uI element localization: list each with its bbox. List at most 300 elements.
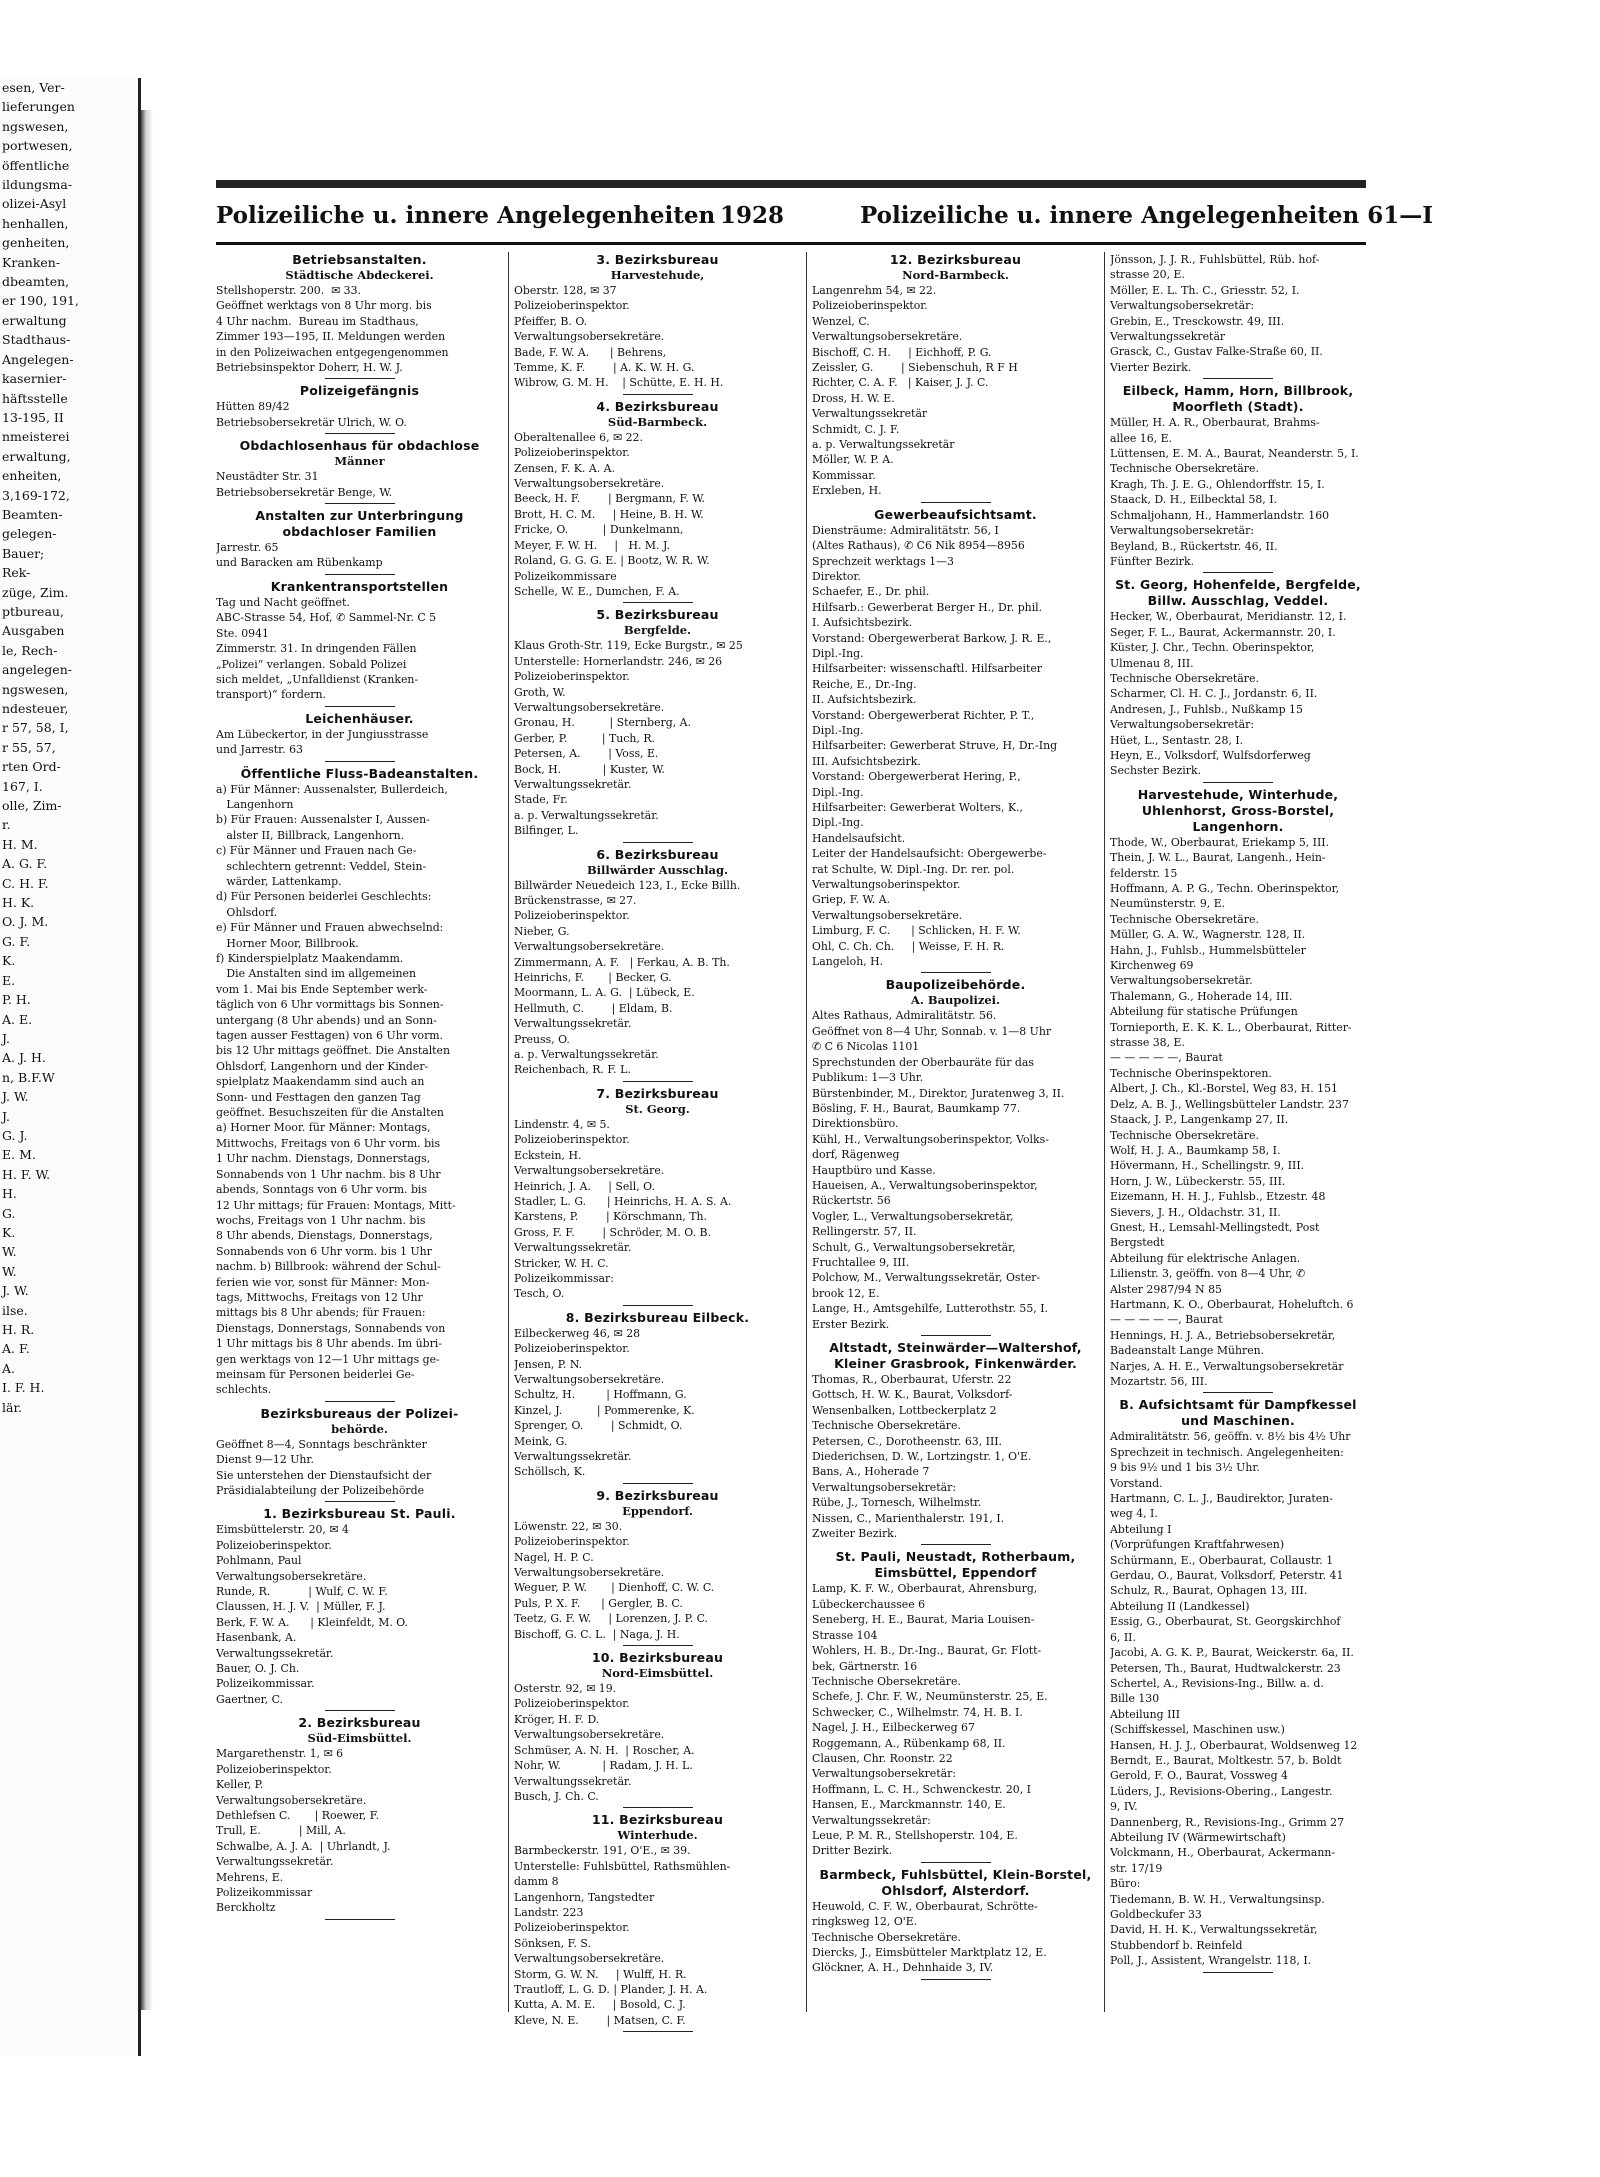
section-divider bbox=[1203, 378, 1273, 379]
directory-line: Schmaljohann, H., Hammerlandstr. 160 bbox=[1110, 508, 1330, 522]
directory-section bbox=[216, 438, 503, 504]
directory-line: Verwaltungsobersekretäre. bbox=[216, 1793, 367, 1807]
directory-line: Ohlsdorf. bbox=[216, 905, 278, 919]
directory-line: Verwaltungssekretär. bbox=[216, 1855, 334, 1869]
directory-line: ✆ C 6 Nicolas 1101 bbox=[812, 1040, 920, 1054]
directory-line: Hauptbüro und Kasse. bbox=[812, 1163, 936, 1177]
directory-line: Hecker, W., Oberbaurat, Meridianstr. 12, I. bbox=[1110, 610, 1347, 624]
directory-line: Vorstand: Obergewerberat Barkow, J. R. E., bbox=[812, 631, 1052, 645]
directory-line: f) Kinderspielplatz Maakendamm. bbox=[216, 952, 404, 965]
directory-line: Hartmann, C. L. J., Baudirektor, Juraten- bbox=[1110, 1492, 1333, 1506]
directory-line: Müller, H. A. R., Oberbaurat, Brahms- bbox=[1110, 416, 1320, 430]
directory-line: Verwaltungssekretär: bbox=[812, 1813, 931, 1827]
directory-line: Kirchenweg 69 bbox=[1110, 959, 1194, 973]
directory-line: Andresen, J., Fuhlsb., Nußkamp 15 bbox=[1110, 702, 1303, 716]
directory-line: Zweiter Bezirk. bbox=[812, 1527, 898, 1541]
prev-page-fragment: 167, I. bbox=[2, 778, 43, 794]
directory-line: Ohl, C. Ch. Ch. | Weisse, F. H. R. bbox=[812, 939, 1005, 953]
directory-line: Bergstedt bbox=[1110, 1236, 1165, 1250]
prev-page-fragment: O. J. M. bbox=[2, 914, 49, 930]
directory-line: a. p. Verwaltungssekretär. bbox=[514, 1048, 659, 1062]
header-left-title: Polizeiliche u. innere Angelegenheiten bbox=[216, 202, 716, 229]
section-title: 6. Bezirksbureau bbox=[596, 846, 719, 862]
directory-line: Dipl.-Ing. bbox=[812, 785, 864, 799]
directory-line: Bock, H. | Kuster, W. bbox=[514, 762, 665, 776]
directory-line: Polchow, M., Verwaltungssekretär, Oster- bbox=[812, 1271, 1041, 1285]
directory-line: Verwaltungsobersekretäre. bbox=[514, 1952, 665, 1966]
directory-line: Staack, D. H., Eilbecktal 58, I. bbox=[1110, 493, 1277, 507]
directory-line: Zimmer 193—195, II. Meldungen werden bbox=[216, 330, 446, 344]
section-divider bbox=[1203, 572, 1273, 573]
directory-line: II. Aufsichtsbezirk. bbox=[812, 693, 917, 707]
directory-line: „Polizei“ verlangen. Sobald Polizei bbox=[216, 657, 407, 671]
directory-line: Kröger, H. F. D. bbox=[514, 1712, 600, 1726]
directory-line: Schaefer, E., Dr. phil. bbox=[812, 585, 930, 599]
header-right-title: Polizeiliche u. innere Angelegenheiten 61—I bbox=[860, 202, 1434, 229]
directory-line: Verwaltungsobersekretäre. bbox=[812, 908, 963, 922]
directory-line: Nissen, C., Marienthalerstr. 191, I. bbox=[812, 1511, 1005, 1525]
directory-line: Schefe, J. Chr. F. W., Neumünsterstr. 25, E. bbox=[812, 1690, 1048, 1704]
previous-page-edge bbox=[0, 78, 141, 2056]
section-title: Altstadt, Steinwärder—Waltershof, Kleiner Grasbrook, Finkenwärder. bbox=[829, 1340, 1082, 1371]
section-title: Barmbeck, Fuhlsbüttel, Klein-Borstel, Ohlsdorf, Alsterdorf. bbox=[819, 1866, 1092, 1898]
directory-line: damm 8 bbox=[514, 1875, 559, 1889]
prev-page-fragment: H. M. bbox=[2, 836, 38, 852]
directory-line: Dienst 9—12 Uhr. bbox=[216, 1453, 314, 1467]
directory-line: untergang (8 Uhr abends) und an Sonn- bbox=[216, 1013, 437, 1027]
directory-line: Verwaltungsobersekretäre. bbox=[514, 700, 665, 714]
directory-line: Küster, J. Chr., Techn. Oberinspektor, bbox=[1110, 641, 1315, 655]
directory-line: Clausen, Chr. Roonstr. 22 bbox=[812, 1751, 953, 1765]
directory-line: Polizeioberinspektor. bbox=[514, 1342, 630, 1356]
section-divider bbox=[921, 1335, 991, 1336]
directory-line: Volckmann, H., Oberbaurat, Ackermann- bbox=[1110, 1846, 1336, 1860]
directory-line: Hoffmann, A. P. G., Techn. Oberinspektor, bbox=[1110, 882, 1340, 895]
directory-line: Gottsch, H. W. K., Baurat, Volksdorf- bbox=[812, 1388, 1013, 1402]
directory-line: (Schiffskessel, Maschinen usw.) bbox=[1110, 1723, 1285, 1737]
prev-page-fragment: E. M. bbox=[2, 1147, 36, 1163]
section-divider bbox=[623, 842, 693, 843]
prev-page-fragment: ngswesen, bbox=[2, 118, 69, 134]
directory-line: Wohlers, H. B., Dr.-Ing., Baurat, Gr. Flott- bbox=[812, 1644, 1042, 1658]
directory-line: Verwaltungsobersekretäre. bbox=[514, 1372, 665, 1386]
directory-line: Dienstags, Donnerstags, Sonnabends von bbox=[216, 1321, 446, 1335]
directory-line: a. p. Verwaltungssekretär. bbox=[514, 808, 659, 822]
directory-line: strasse 20, E. bbox=[1110, 268, 1185, 282]
prev-page-fragment: Rek- bbox=[2, 565, 31, 581]
section-subtitle: Billwärder Ausschlag. bbox=[586, 862, 729, 877]
directory-line: Hellmuth, C. | Eldam, B. bbox=[514, 1001, 673, 1015]
directory-line: Preuss, O. bbox=[514, 1032, 570, 1046]
section-divider bbox=[325, 1401, 395, 1402]
prev-page-fragment: olizei-Asyl bbox=[2, 196, 67, 212]
directory-line: Eckstein, H. bbox=[514, 1148, 582, 1162]
directory-line: sich meldet, „Unfalldienst (Kranken- bbox=[216, 672, 419, 686]
directory-line: Sprechstunden der Oberbauräte für das bbox=[812, 1055, 1034, 1069]
directory-line: ringksweg 12, O'E. bbox=[812, 1915, 918, 1929]
directory-line: Horner Moor, Billbrook. bbox=[216, 936, 359, 950]
section-divider bbox=[325, 503, 395, 504]
directory-line: Polizeikommissar bbox=[216, 1885, 313, 1899]
section-subtitle: Bergfelde. bbox=[623, 623, 692, 638]
directory-line: Essig, G., Oberbaurat, St. Georgskirchhof bbox=[1110, 1615, 1341, 1629]
directory-line: Sonnabends von 6 Uhr vorm. bis 1 Uhr bbox=[216, 1244, 432, 1258]
directory-line: Schmüser, A. N. H. | Roscher, A. bbox=[514, 1743, 695, 1757]
directory-line: Bischoff, C. H. | Eichhoff, P. G. bbox=[812, 345, 992, 359]
directory-line: Wibrow, G. M. H. | Schütte, E. H. H. bbox=[514, 376, 724, 390]
directory-line: 9 bis 9½ und 1 bis 3½ Uhr. bbox=[1110, 1461, 1260, 1475]
directory-line: Hasenbank, A. bbox=[216, 1631, 297, 1645]
section-title: Leichenhäuser. bbox=[305, 710, 414, 726]
directory-line: Hennings, H. J. A., Betriebsobersekretär, bbox=[1110, 1328, 1336, 1342]
directory-line: Publikum: 1—3 Uhr. bbox=[812, 1071, 924, 1085]
section-title: Harvestehude, Winterhude, Uhlenhorst, Gross-Borstel, Langenhorn. bbox=[1137, 786, 1339, 834]
section-divider bbox=[1203, 1392, 1273, 1393]
directory-line: Horn, J. W., Lübeckerstr. 55, III. bbox=[1110, 1174, 1286, 1188]
directory-line: Seneberg, H. E., Baurat, Maria Louisen- bbox=[812, 1613, 1035, 1627]
prev-page-fragment: rten Ord- bbox=[2, 759, 61, 775]
directory-line: Diensträume: Admiralitätstr. 56, I bbox=[812, 523, 999, 537]
directory-line: Verwaltungssekretär. bbox=[514, 777, 632, 791]
page-year: 1928 bbox=[720, 202, 785, 229]
directory-line: Leiter der Handelsaufsicht: Obergewerbe- bbox=[812, 847, 1047, 861]
directory-section bbox=[812, 1549, 1099, 1862]
prev-page-fragment: lieferungen bbox=[2, 99, 75, 115]
column-1 bbox=[216, 252, 503, 2042]
directory-section bbox=[812, 252, 1099, 503]
prev-page-fragment: H. R. bbox=[2, 1322, 35, 1337]
directory-line: Verwaltungssekretär. bbox=[514, 1774, 632, 1788]
directory-line: Albert, J. Ch., Kl.-Borstel, Weg 83, H. 151 bbox=[1110, 1082, 1338, 1096]
directory-line: Bauer, O. J. Ch. bbox=[216, 1662, 300, 1676]
directory-line: Direktor. bbox=[812, 569, 861, 583]
section-divider bbox=[921, 972, 991, 973]
directory-line: Gerdau, O., Baurat, Volksdorf, Peterstr. 41 bbox=[1110, 1569, 1344, 1583]
directory-line: Technische Obersekretäre. bbox=[1110, 462, 1259, 476]
directory-line: Karstens, P. | Körschmann, Th. bbox=[514, 1210, 707, 1224]
directory-line: I. Aufsichtsbezirk. bbox=[812, 616, 913, 630]
directory-line: Pfeiffer, B. O. bbox=[514, 314, 588, 328]
section-divider bbox=[325, 1919, 395, 1920]
section-title: Anstalten zur Unterbringung obdachloser Familien bbox=[255, 508, 464, 540]
directory-line: allee 16, E. bbox=[1110, 431, 1173, 445]
directory-line: Bösling, F. H., Baurat, Baumkamp 77. bbox=[812, 1101, 1021, 1115]
directory-line: Gronau, H. | Sternberg, A. bbox=[514, 716, 691, 730]
directory-line: Verwaltungsobersekretär: bbox=[1110, 299, 1254, 313]
directory-line: Berndt, E., Baurat, Moltkestr. 57, b. Boldt bbox=[1110, 1753, 1342, 1767]
prev-page-fragment: ndesteuer, bbox=[2, 701, 69, 716]
directory-line: Hansen, E., Marckmannstr. 140, E. bbox=[812, 1798, 1006, 1812]
directory-line: Hilfsarb.: Gewerberat Berger H., Dr. phil. bbox=[812, 600, 1043, 614]
directory-line: Handelsaufsicht. bbox=[812, 831, 906, 845]
prev-page-fragment: angelegen- bbox=[2, 662, 72, 678]
prev-page-fragment: olle, Zim- bbox=[2, 798, 62, 814]
directory-line: Gaertner, C. bbox=[216, 1692, 284, 1706]
directory-line: Verwaltungsobersekretäre. bbox=[514, 330, 665, 344]
directory-line: e) Für Männer und Frauen abwechselnd: bbox=[216, 921, 444, 935]
directory-line: Fruchtallee 9, III. bbox=[812, 1255, 910, 1269]
directory-line: (Altes Rathaus), ✆ C6 Nik 8954—8956 bbox=[812, 539, 1025, 553]
prev-page-fragment: ngswesen, bbox=[2, 681, 69, 697]
directory-line: 9, IV. bbox=[1110, 1800, 1138, 1814]
section-divider bbox=[921, 1544, 991, 1545]
directory-line: Bürstenbinder, M., Direktor, Juratenweg 3, II. bbox=[812, 1086, 1065, 1100]
directory-line: Verwaltungsobersekretär: bbox=[812, 1480, 956, 1494]
directory-line: Haueisen, A., Verwaltungsoberinspektor, bbox=[812, 1178, 1038, 1192]
directory-line: geöffnet. Besuchszeiten für die Anstalten bbox=[216, 1106, 444, 1120]
section-subtitle: Städtische Abdeckerei. bbox=[285, 268, 434, 282]
directory-line: Heyn, E., Volksdorf, Wulfsdorferweg bbox=[1110, 748, 1311, 762]
directory-line: Schertel, A., Revisions-Ing., Billw. a. d. bbox=[1110, 1676, 1324, 1690]
directory-line: Seger, F. L., Baurat, Ackermannstr. 20, I. bbox=[1110, 625, 1336, 639]
section-title: 3. Bezirksbureau bbox=[596, 252, 719, 267]
directory-line: Landstr. 223 bbox=[514, 1905, 584, 1919]
directory-line: Brott, H. C. M. | Heine, B. H. W. bbox=[514, 507, 704, 521]
directory-line: Sievers, J. H., Oldachstr. 31, II. bbox=[1110, 1205, 1281, 1219]
directory-line: 1 Uhr mittags bis 8 Uhr abends. Im übri- bbox=[216, 1337, 442, 1351]
prev-page-fragment: öffentliche bbox=[2, 157, 70, 173]
section-subtitle: Eppendorf. bbox=[622, 1503, 693, 1518]
directory-line: Kommissar. bbox=[812, 468, 876, 482]
directory-line: Schulz, R., Baurat, Ophagen 13, III. bbox=[1110, 1584, 1308, 1598]
directory-line: Müller, G. A. W., Wagnerstr. 128, II. bbox=[1110, 928, 1306, 942]
directory-line: Glöckner, A. H., Dehnhaide 3, IV. bbox=[812, 1961, 994, 1975]
header-rule bbox=[216, 180, 1366, 188]
directory-line: Technische Obersekretäre. bbox=[1110, 671, 1259, 685]
directory-line: Meink, G. bbox=[514, 1434, 568, 1448]
directory-line: — — — — —, Baurat bbox=[1110, 1051, 1223, 1065]
section-divider bbox=[623, 1807, 693, 1808]
directory-line: Abteilung II (Landkessel) bbox=[1110, 1599, 1250, 1613]
directory-line: Verwaltungsobersekretär: bbox=[1110, 718, 1254, 732]
directory-line: Dannenberg, R., Revisions-Ing., Grimm 27 bbox=[1110, 1815, 1345, 1829]
directory-line: Storm, G. W. N. | Wulff, H. R. bbox=[514, 1967, 687, 1981]
directory-line: Ulmenau 8, III. bbox=[1110, 656, 1194, 670]
section-subtitle: Harvestehude, bbox=[610, 268, 705, 282]
directory-section bbox=[216, 383, 503, 434]
prev-page-fragment: I. F. H. bbox=[2, 1380, 45, 1396]
directory-line: Kühl, H., Verwaltungsoberinspektor, Volks- bbox=[812, 1132, 1049, 1146]
section-divider bbox=[623, 1483, 693, 1484]
directory-line: Kragh, Th. J. E. G., Ohlendorffstr. 15, I. bbox=[1110, 477, 1325, 491]
prev-page-fragment: J. W. bbox=[2, 1283, 29, 1299]
directory-line: Eizemann, H. H. J., Fuhlsb., Etzestr. 48 bbox=[1110, 1190, 1326, 1204]
directory-line: Osterstr. 92, ✉ 19. bbox=[514, 1682, 617, 1696]
directory-line: felderstr. 15 bbox=[1110, 866, 1178, 880]
directory-line: Vorstand: Obergewerberat Richter, P. T., bbox=[812, 708, 1035, 722]
directory-line: Polizeioberinspektor. bbox=[514, 299, 630, 313]
directory-line: Alster 2987/94 N 85 bbox=[1110, 1282, 1222, 1296]
directory-line: Admiralitätstr. 56, geöffn. v. 8½ bis 4½ Uhr bbox=[1110, 1430, 1351, 1444]
directory-section bbox=[216, 1715, 503, 1919]
directory-line: Bans, A., Hoherade 7 bbox=[812, 1465, 930, 1479]
directory-line: Busch, J. Ch. C. bbox=[514, 1789, 599, 1803]
directory-line: Hartmann, K. O., Oberbaurat, Hoheluftch. 6 bbox=[1110, 1297, 1354, 1311]
directory-line: Rückertstr. 56 bbox=[812, 1194, 891, 1208]
prev-page-fragment: häftsstelle bbox=[2, 390, 68, 406]
directory-line: Lindenstr. 4, ✉ 5. bbox=[514, 1117, 610, 1131]
directory-line: Lilienstr. 3, geöffn. von 8—4 Uhr, ✆ bbox=[1110, 1267, 1306, 1281]
directory-line: Verwaltungsobersekretär: bbox=[812, 1767, 956, 1781]
directory-line: Rellingerstr. 57, II. bbox=[812, 1225, 917, 1239]
section-divider bbox=[325, 1501, 395, 1502]
directory-line: Tesch, O. bbox=[514, 1287, 565, 1301]
directory-line: Berk, F. W. A. | Kleinfeldt, M. O. bbox=[216, 1615, 409, 1629]
directory-line: Kinzel, J. | Pommerenke, K. bbox=[514, 1403, 695, 1417]
directory-line: Claussen, H. J. V. | Müller, F. J. bbox=[216, 1600, 386, 1614]
directory-line: Gerber, P. | Tuch, R. bbox=[514, 731, 656, 745]
directory-line: Stade, Fr. bbox=[514, 793, 568, 807]
prev-page-fragment: esen, Ver- bbox=[2, 80, 65, 95]
section-divider bbox=[1203, 1972, 1273, 1973]
directory-line: Schöllsch, K. bbox=[514, 1465, 586, 1479]
directory-line: Stubbendorf b. Reinfeld bbox=[1110, 1938, 1243, 1952]
directory-line: Langenrehm 54, ✉ 22. bbox=[812, 284, 937, 297]
section-title: Polizeigefängnis bbox=[299, 383, 420, 399]
prev-page-fragment: züge, Zim. bbox=[2, 584, 69, 600]
prev-page-fragment: gelegen- bbox=[2, 526, 57, 542]
directory-line: tags, Mittwochs, Freitags von 12 Uhr bbox=[216, 1290, 423, 1304]
directory-line: Petersen, Th., Baurat, Hudtwalckerstr. 23 bbox=[1110, 1661, 1341, 1675]
prev-page-fragment: A. J. H. bbox=[2, 1050, 46, 1066]
directory-section bbox=[216, 1506, 503, 1711]
directory-line: Thomas, R., Oberbaurat, Uferstr. 22 bbox=[812, 1373, 1012, 1386]
prev-page-fragment: J. bbox=[2, 1030, 11, 1046]
directory-line: Hahn, J., Fuhlsb., Hummelsbütteler bbox=[1110, 943, 1306, 957]
directory-line: Möller, E. L. Th. C., Griesstr. 52, I. bbox=[1110, 283, 1300, 297]
directory-line: wärder, Lattenkamp. bbox=[216, 874, 342, 888]
directory-line: Jönsson, J. J. R., Fuhlsbüttel, Rüb. hof- bbox=[1110, 253, 1320, 266]
section-title: 1. Bezirksbureau St. Pauli. bbox=[263, 1506, 456, 1522]
prev-page-fragment: ptbureau, bbox=[2, 603, 64, 619]
directory-line: Technische Obersekretäre. bbox=[812, 1930, 961, 1944]
prev-page-fragment: Stadthaus- bbox=[2, 332, 71, 348]
directory-line: Am Lübeckertor, in der Jungiusstrasse bbox=[216, 727, 429, 741]
directory-line: Technische Obersekretäre. bbox=[812, 1419, 961, 1433]
directory-line: str. 17/19 bbox=[1110, 1861, 1163, 1875]
directory-line: Diercks, J., Eimsbütteler Marktplatz 12, E. bbox=[812, 1946, 1047, 1959]
prev-page-fragment: 3,169-172, bbox=[2, 487, 70, 503]
directory-line: Thode, W., Oberbaurat, Eriekamp 5, III. bbox=[1110, 835, 1330, 849]
section-subtitle: Süd-Eimsbüttel. bbox=[307, 1731, 412, 1746]
prev-page-fragment: r. bbox=[2, 817, 11, 833]
directory-line: Jensen, P. N. bbox=[514, 1357, 583, 1371]
directory-line: Diederichsen, D. W., Lortzingstr. 1, O'E. bbox=[812, 1450, 1032, 1464]
directory-line: Verwaltungssekretär. bbox=[514, 1241, 632, 1255]
directory-line: Zimmerstr. 31. In dringenden Fällen bbox=[216, 642, 417, 656]
directory-line: Oberstr. 128, ✉ 37 bbox=[514, 284, 617, 297]
directory-line: Reichenbach, R. F. L. bbox=[514, 1063, 631, 1077]
directory-line: Betriebsinspektor Doherr, H. W. J. bbox=[216, 361, 403, 375]
directory-line: Puls, P. X. F. | Gergler, B. C. bbox=[514, 1596, 683, 1610]
prev-page-fragment: P. H. bbox=[2, 992, 31, 1008]
directory-line: Mittwochs, Freitags von 6 Uhr vorm. bis bbox=[216, 1136, 441, 1150]
directory-line: Keller, P. bbox=[216, 1778, 264, 1792]
section-title: Bezirksbureaus der Polizei- bbox=[260, 1405, 459, 1421]
directory-line: Unterstelle: Fuhlsbüttel, Rathsmühlen- bbox=[514, 1859, 731, 1873]
directory-section bbox=[514, 399, 801, 603]
directory-line: Polizeioberinspektor. bbox=[514, 446, 630, 460]
directory-line: c) Für Männer und Frauen nach Ge- bbox=[216, 844, 417, 858]
directory-line: Kutta, A. M. E. | Bosold, C. J. bbox=[514, 1998, 686, 2012]
directory-line: 4 Uhr nachm. Bureau im Stadthaus, bbox=[216, 314, 419, 328]
section-title: 9. Bezirksbureau bbox=[596, 1487, 719, 1503]
directory-line: Kleve, N. E. | Matsen, C. F. bbox=[514, 2013, 686, 2027]
directory-line: schlechts. bbox=[216, 1383, 272, 1397]
directory-line: Fricke, O. | Dunkelmann, bbox=[514, 523, 684, 537]
directory-line: Bischoff, G. C. L. | Naga, J. H. bbox=[514, 1627, 680, 1641]
directory-line: Badeanstalt Lange Mühren. bbox=[1110, 1344, 1265, 1358]
book-gutter bbox=[141, 110, 153, 2010]
directory-section bbox=[514, 1812, 801, 2032]
directory-line: Oberaltenallee 6, ✉ 22. bbox=[514, 430, 643, 444]
directory-line: Grebin, E., Tresckowstr. 49, III. bbox=[1110, 314, 1285, 328]
section-divider bbox=[921, 502, 991, 503]
section-title: 2. Bezirksbureau bbox=[298, 1715, 421, 1731]
directory-line: Strasse 104 bbox=[812, 1628, 878, 1642]
directory-line: Leue, P. M. R., Stellshoperstr. 104, E. bbox=[812, 1828, 1018, 1842]
directory-line: d) Für Personen beiderlei Geschlechts: bbox=[216, 890, 432, 904]
prev-page-fragment: r 57, 58, I, bbox=[2, 720, 69, 736]
prev-page-fragment: W. bbox=[2, 1263, 17, 1279]
section-title: St. Georg, Hohenfelde, Bergfelde, Billw. Ausschlag, Veddel. bbox=[1115, 577, 1361, 609]
directory-line: Hoffmann, L. C. H., Schwenckestr. 20, I bbox=[812, 1782, 1031, 1796]
directory-line: Limburg, F. C. | Schlicken, H. F. W. bbox=[812, 924, 1021, 938]
directory-line: Jacobi, A. G. K. P., Baurat, Weickerstr. 6a, II. bbox=[1110, 1646, 1354, 1660]
directory-line: Dipl.-Ing. bbox=[812, 646, 864, 660]
directory-line: Hüet, L., Sentastr. 28, I. bbox=[1110, 733, 1244, 747]
directory-line: Rübe, J., Tornesch, Wilhelmstr. bbox=[812, 1496, 982, 1510]
prev-page-fragment: nmeisterei bbox=[2, 429, 70, 445]
section-divider bbox=[921, 1979, 991, 1980]
directory-line: Technische Obersekretäre. bbox=[1110, 912, 1259, 926]
directory-line: Verwaltungsoberinspektor. bbox=[812, 878, 961, 892]
directory-section bbox=[812, 507, 1099, 974]
directory-line: Lamp, K. F. W., Oberbaurat, Ahrensburg, bbox=[812, 1582, 1038, 1596]
directory-line: Tag und Nacht geöffnet. bbox=[216, 595, 350, 609]
directory-line: Hilfsarbeiter: wissenschaftl. Hilfsarbeiter bbox=[812, 662, 1043, 676]
directory-line: Lüders, J., Revisions-Obering., Langestr. bbox=[1110, 1784, 1333, 1798]
section-divider bbox=[325, 761, 395, 762]
column-2 bbox=[514, 252, 801, 2042]
prev-page-fragment: W. bbox=[2, 1244, 17, 1260]
directory-line: meinsam für Personen beiderlei Ge- bbox=[216, 1367, 415, 1381]
directory-line: Verwaltungssekretär. bbox=[514, 1450, 632, 1463]
prev-page-fragment: erwaltung, bbox=[2, 448, 71, 464]
directory-line: Tiedemann, B. W. H., Verwaltungsinsp. bbox=[1110, 1892, 1325, 1906]
prev-page-fragment: portwesen, bbox=[2, 138, 73, 154]
directory-section bbox=[216, 508, 503, 575]
prev-page-fragment: H. F. W. bbox=[2, 1166, 51, 1182]
section-subtitle: Winterhude. bbox=[617, 1828, 698, 1843]
directory-line: Verwaltungsobersekretäre. bbox=[514, 940, 665, 954]
directory-line: Trautloff, L. G. D. | Plander, J. H. A. bbox=[514, 1982, 708, 1996]
directory-line: Vorstand: Obergewerberat Hering, P., bbox=[812, 770, 1021, 784]
directory-line: tagen ausser Festtagen) von 6 Uhr vorm. bbox=[216, 1029, 444, 1043]
section-subtitle: Nord-Eimsbüttel. bbox=[601, 1666, 714, 1681]
directory-line: Petersen, C., Dorotheenstr. 63, III. bbox=[812, 1434, 1003, 1448]
directory-line: Sprenger, O. | Schmidt, O. bbox=[514, 1419, 683, 1433]
prev-page-fragment: lär. bbox=[2, 1399, 23, 1415]
directory-line: Dritter Bezirk. bbox=[812, 1844, 893, 1858]
directory-line: Nagel, J. H., Eilbeckerweg 67 bbox=[812, 1721, 975, 1735]
directory-section bbox=[514, 1488, 801, 1646]
directory-line: Verwaltungsobersekretär: bbox=[1110, 524, 1254, 538]
prev-page-fragment: ilse. bbox=[2, 1302, 28, 1318]
directory-line: Nohr, W. | Radam, J. H. L. bbox=[514, 1759, 693, 1773]
directory-line: Meyer, F. W. H. | H. M. J. bbox=[514, 538, 670, 552]
directory-section bbox=[514, 252, 801, 395]
